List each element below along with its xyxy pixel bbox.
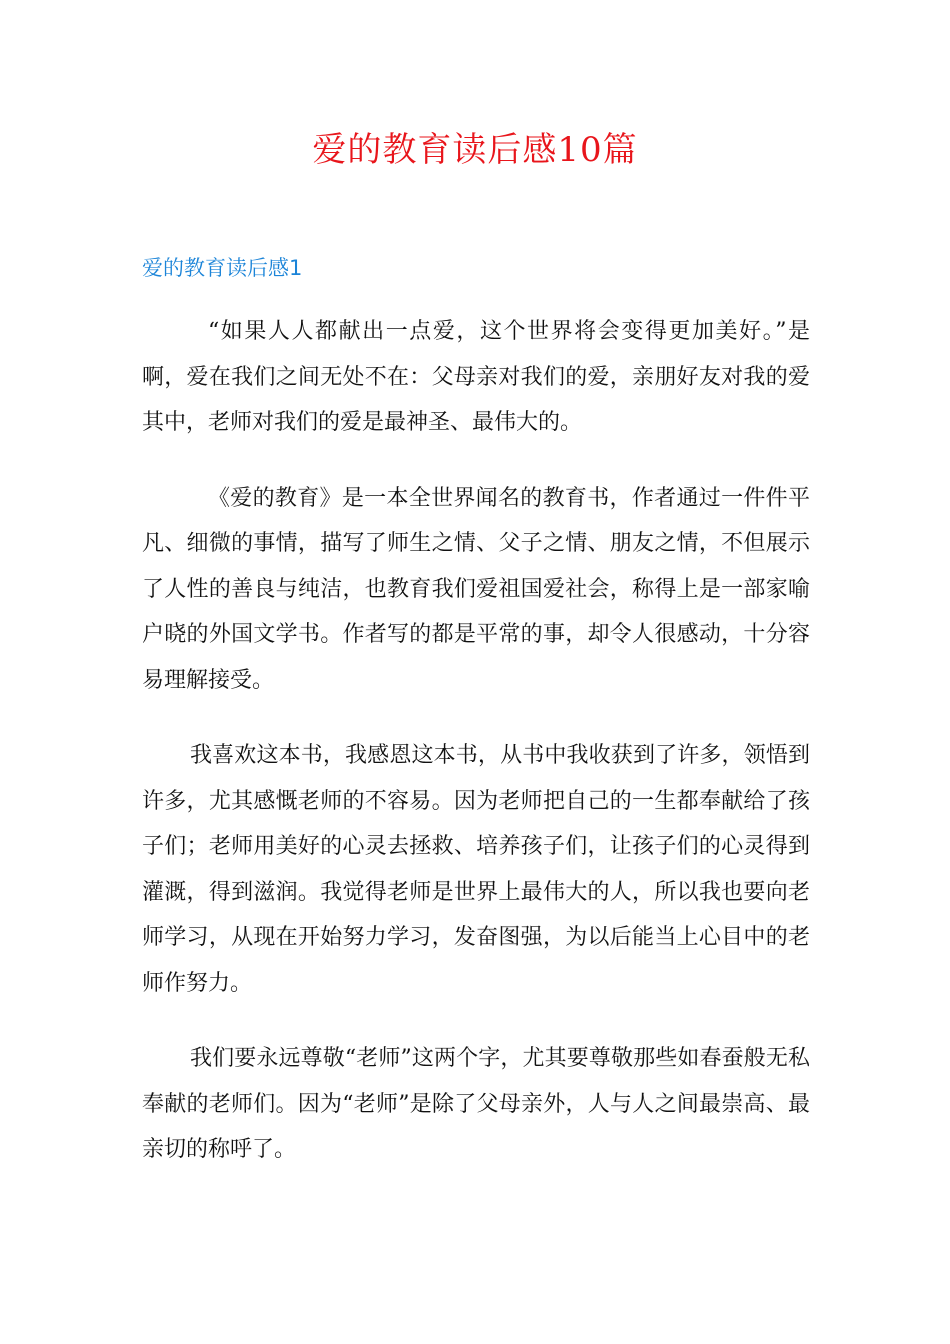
paragraph-4: 我们要永远尊敬“老师”这两个字，尤其要尊敬那些如春蚕般无私奉献的老师们。因为“老师”是除了父母亲外，人与人之间最崇高、最亲切的称呼了。 (142, 1046, 810, 1162)
paragraph-3: 我喜欢这本书，我感恩这本书，从书中我收获到了许多，领悟到许多，尤其感慨老师的不容易。因为老师把自己的一生都奉献给了孩子们；老师用美好的心灵去拯救、培养孩子们，让孩子们的心灵得到灌溉，得到滋润。我觉得老师是世界上最伟大的人，所以我也要向老师学习，从现在开始努力学习，发奋图强，为以后能当上心目中的老师作努力。 (142, 743, 810, 996)
section-heading: 爱的教育读后感1 (142, 256, 303, 280)
document-title: 爱的教育读后感10篇 (312, 130, 638, 170)
paragraph-1: “如果人人都献出一点爱，这个世界将会变得更加美好。”是啊，爱在我们之间无处不在：父母亲对我们的爱，亲朋好友对我的爱其中，老师对我们的爱是最神圣、最伟大的。 (142, 319, 810, 435)
paragraph-2: 《爱的教育》是一本全世界闻名的教育书，作者通过一件件平凡、细微的事情，描写了师生之情、父子之情、朋友之情，不但展示了人性的善良与纯洁，也教育我们爱祖国爱社会，称得上是一部家喻户晓的外国文学书。作者写的都是平常的事，却令人很感动，十分容易理解接受。 (142, 485, 810, 693)
document-body (142, 309, 810, 1203)
